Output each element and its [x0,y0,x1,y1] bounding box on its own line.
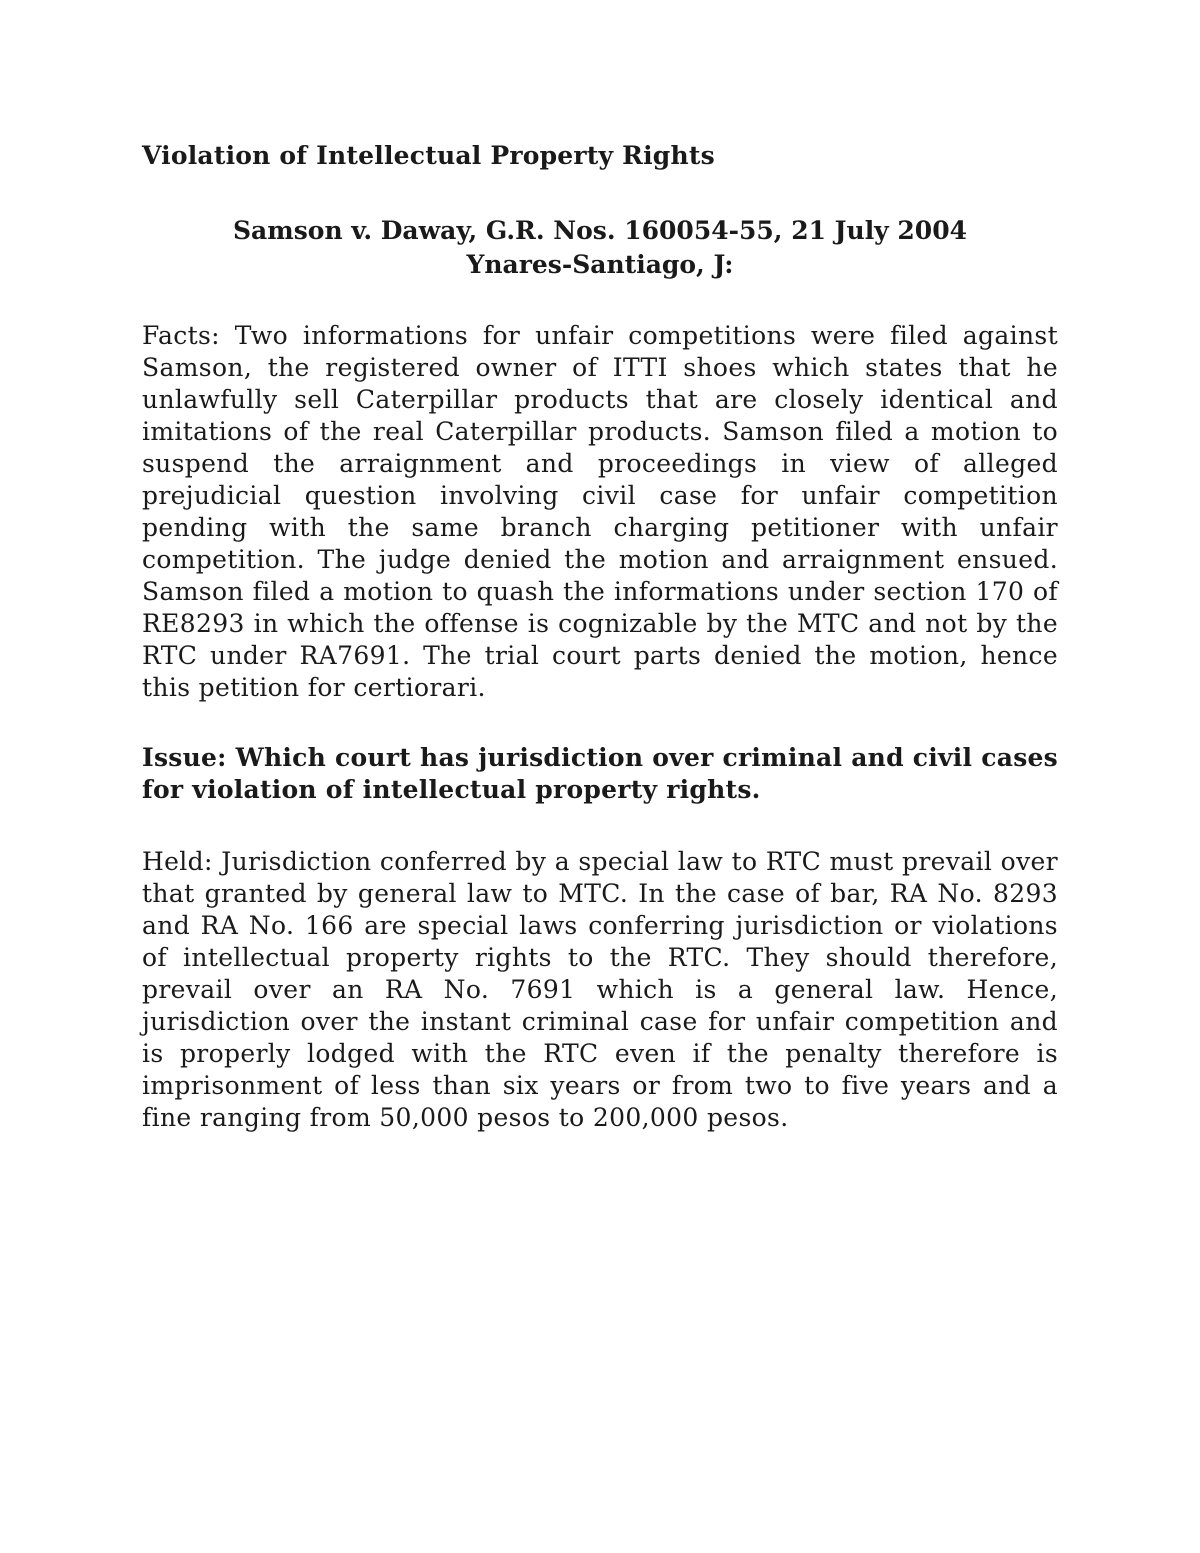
ponente: Ynares-Santiago, J: [466,250,734,279]
issue-paragraph: Issue: Which court has jurisdiction over criminal and civil cases for violation of intellectual property rights. [142,743,1058,804]
document-page [142,140,1058,1134]
facts-paragraph: Facts: Two informations for unfair competitions were filed against Samson, the registered owner of ITTI shoes which states that he unlawfully sell Caterpillar products that are closely identical and imitations of the real Caterpillar products. Samson filed a motion to suspend the arraignment and proceedings in view of alleged prejudicial question involving civil case for unfair competition pending with the same branch charging petitioner with unfair competition. The judge denied the motion and arraignment ensued. Samson filed a motion to quash the informations under section 170 of RE8293 in which the offense is cognizable by the MTC and not by the RTC under RA7691. The trial court parts denied the motion, hence this petition for certiorari. [142,321,1058,702]
case-header [142,214,1058,282]
document-title: Violation of Intellectual Property Rights [142,141,715,170]
case-citation: Samson v. Daway, G.R. Nos. 160054-55, 21 July 2004 [233,216,967,245]
held-paragraph: Held: Jurisdiction conferred by a special law to RTC must prevail over that granted by general law to MTC. In the case of bar, RA No. 8293 and RA No. 166 are special laws conferring jurisdiction or violations of intellectual property rights to the RTC. They should therefore, prevail over an RA No. 7691 which is a general law. Hence, jurisdiction over the instant criminal case for unfair competition and is properly lodged with the RTC even if the penalty therefore is imprisonment of less than six years or from two to five years and a fine ranging from 50,000 pesos to 200,000 pesos. [142,847,1058,1132]
